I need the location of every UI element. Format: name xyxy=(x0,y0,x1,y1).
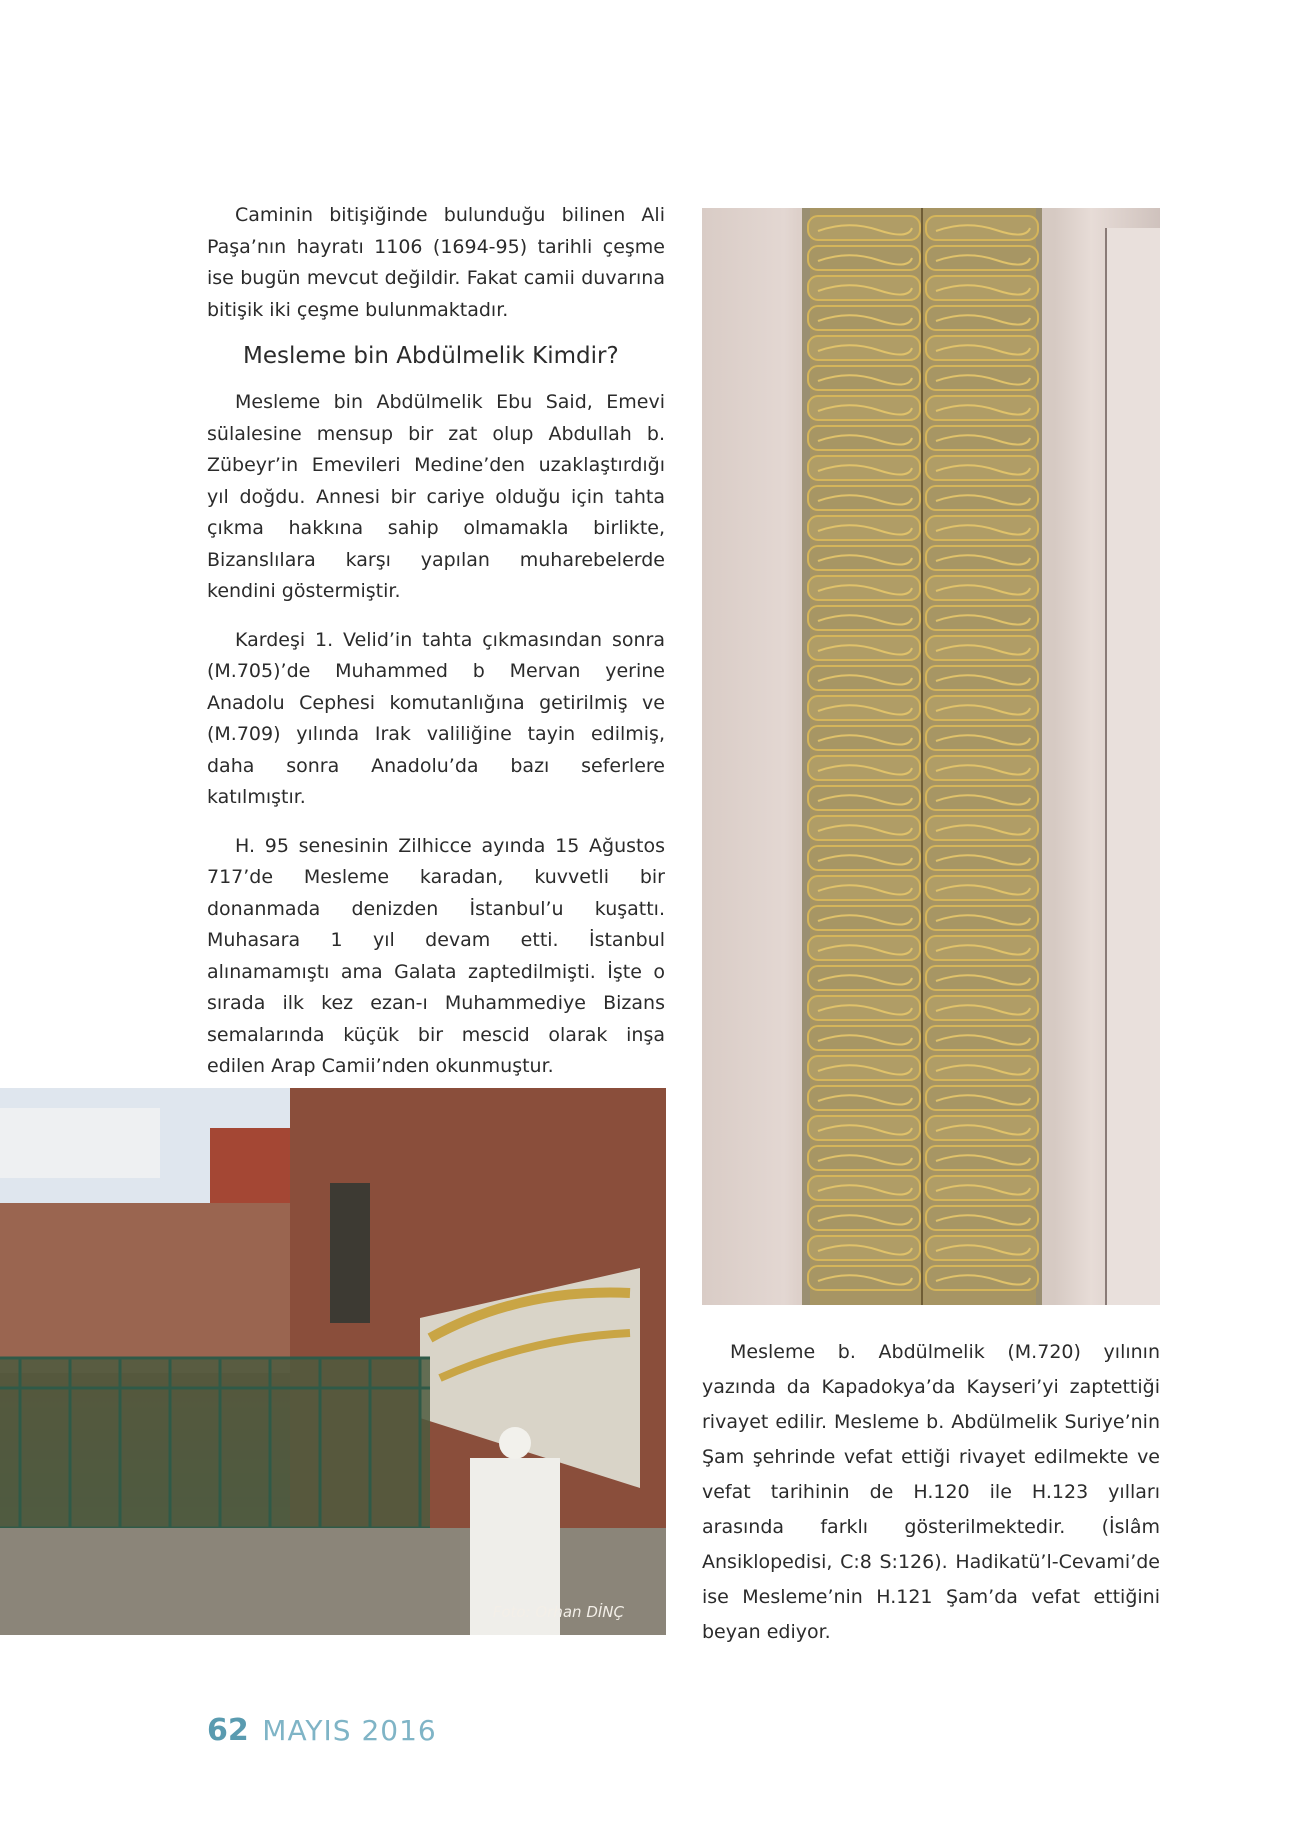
calligraphy-plaque-photo xyxy=(702,208,1160,1305)
paragraph-5: Mesleme b. Abdülmelik (M.720) yılının yazında da Kapadokya’da Kayseri’yi zaptettiği rivayet edilir. Mesleme b. Abdülmelik Suriye’nin Şam şehrinde vefat ettiği rivayet edilmekte ve vefat tarihinin de H.120 ile H.123 yılları arasında farklı gösterilmektedir. (İslâm Ansiklopedisi, C:8 S:126). Hadikatü’l-Cevami’de ise Mesleme’nin H.121 Şam’da vefat ettiğini beyan ediyor. xyxy=(702,1341,1160,1643)
page-number: 62 xyxy=(207,1713,249,1748)
photo-credit: Foto: Orhan DİNÇ xyxy=(492,1603,624,1621)
grave-garden-photo xyxy=(0,1088,666,1635)
paragraph-2: Mesleme bin Abdülmelik Ebu Said, Emevi sülalesine mensup bir zat olup Abdullah b. Zübeyr’in Emevileri Medine’den uzaklaştırdığı yıl doğdu. Annesi bir cariye olduğu için tahta çıkma hakkına sahip olmamakla birlikte, Bizanslılara karşı yapılan muharebelerde kendini göstermiştir. xyxy=(207,391,665,602)
paragraph-3: Kardeşi 1. Velid’in tahta çıkmasından sonra (M.705)’de Muhammed b Mervan yerine Anadolu Cephesi komutanlığına getirilmiş ve (M.709) yılında Irak valiliğine tayin edilmiş, daha sonra Anadolu’da bazı seferlere katılmıştır. xyxy=(207,628,665,808)
grave-illustration xyxy=(0,1088,666,1635)
right-column xyxy=(702,1335,1160,1650)
section-heading: Mesleme bin Abdülmelik Kimdir? xyxy=(243,343,619,369)
issue-date: MAYIS 2016 xyxy=(262,1714,437,1747)
left-column xyxy=(207,200,665,1100)
paragraph-4: H. 95 senesinin Zilhicce ayında 15 Ağustos 717’de Mesleme karadan, kuvvetli bir donanmada denizden İstanbul’u kuşattı. Muhasara 1 yıl devam etti. İstanbul alınamamıştı ama Galata zaptedilmişti. İşte o sırada ilk kez ezan-ı Muhammediye Bizans semalarında küçük bir mescid olarak inşa edilen Arap Camii’nden okunmuştur. xyxy=(207,834,665,1077)
paragraph-1: Caminin bitişiğinde bulunduğu bilinen Ali Paşa’nın hayratı 1106 (1694-95) tarihli çeşme ise bugün mevcut değildir. Fakat camii duvarına bitişik iki çeşme bulunmaktadır. xyxy=(207,204,665,321)
page-footer xyxy=(207,1713,437,1748)
plaque-illustration xyxy=(702,208,1160,1305)
